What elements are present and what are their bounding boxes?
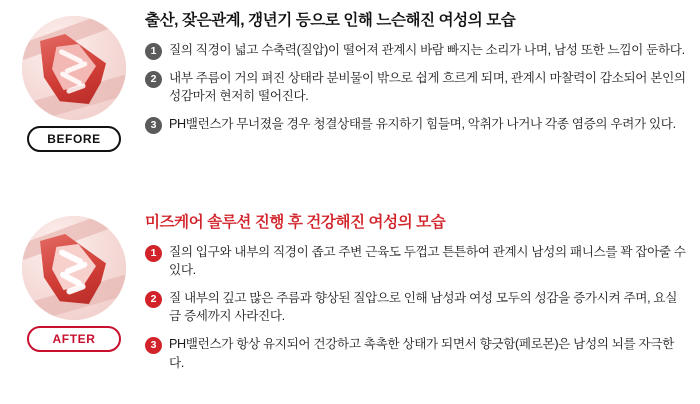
section-after <box>0 200 700 404</box>
illustration-canal <box>36 32 112 106</box>
bullet-number: 1 <box>145 43 162 60</box>
anatomy-illustration-after-icon <box>22 216 126 320</box>
bullet-text: 질 내부의 깊고 많은 주름과 향상된 질압으로 인해 남성과 여성 모두의 성감을 증가시켜 주며, 요실금 증세까지 사라진다. <box>169 290 678 324</box>
list-before <box>145 41 686 134</box>
text-column-before <box>145 0 700 200</box>
bullet-text: PH밸런스가 항상 유지되어 건강하고 촉촉한 상태가 되면서 향긋함(페로몬)은 남성의 뇌를 자극한다. <box>169 337 674 370</box>
bullet-number: 2 <box>145 71 162 88</box>
bullet-number: 3 <box>145 337 162 354</box>
list-item <box>145 289 686 326</box>
illustration-canal <box>36 232 112 306</box>
badge-before: BEFORE <box>27 126 121 152</box>
bullet-text: PH밸런스가 무너졌을 경우 청결상태를 유지하기 힘들며, 악취가 나거나 각종 염증의 우려가 있다. <box>169 116 676 131</box>
list-item <box>145 243 686 280</box>
list-item <box>145 115 686 134</box>
illustration-folds <box>56 50 96 92</box>
figure-column-after <box>0 200 145 404</box>
bullet-number: 3 <box>145 117 162 134</box>
heading-before: 출산, 잦은관계, 갱년기 등으로 인해 느슨해진 여성의 모습 <box>145 12 516 29</box>
figure-column-before <box>0 0 145 200</box>
heading-after: 미즈케어 솔루션 진행 후 건강해진 여성의 모습 <box>145 214 446 231</box>
list-after <box>145 243 686 373</box>
section-before <box>0 0 700 200</box>
bullet-text: 질의 직경이 넓고 수축력(질압)이 떨어져 관계시 바람 빠지는 소리가 나며, 남성 또한 느낌이 둔하다. <box>169 42 685 57</box>
list-item <box>145 41 686 60</box>
illustration-folds <box>56 250 96 292</box>
list-item <box>145 335 686 372</box>
text-column-after <box>145 200 700 404</box>
bullet-text: 질의 입구와 내부의 직경이 좁고 주변 근육도 두껍고 튼튼하여 관계시 남성의 패니스를 꽉 잡아줄 수 있다. <box>169 244 686 278</box>
bullet-number: 2 <box>145 291 162 308</box>
bullet-number: 1 <box>145 245 162 262</box>
anatomy-illustration-before-icon <box>22 16 126 120</box>
badge-after: AFTER <box>27 326 121 352</box>
bullet-text: 내부 주름이 거의 펴진 상태라 분비물이 밖으로 쉽게 흐르게 되며, 관계시 마찰력이 감소되어 본인의 성감마저 현저히 떨어진다. <box>169 70 686 104</box>
list-item <box>145 69 686 106</box>
